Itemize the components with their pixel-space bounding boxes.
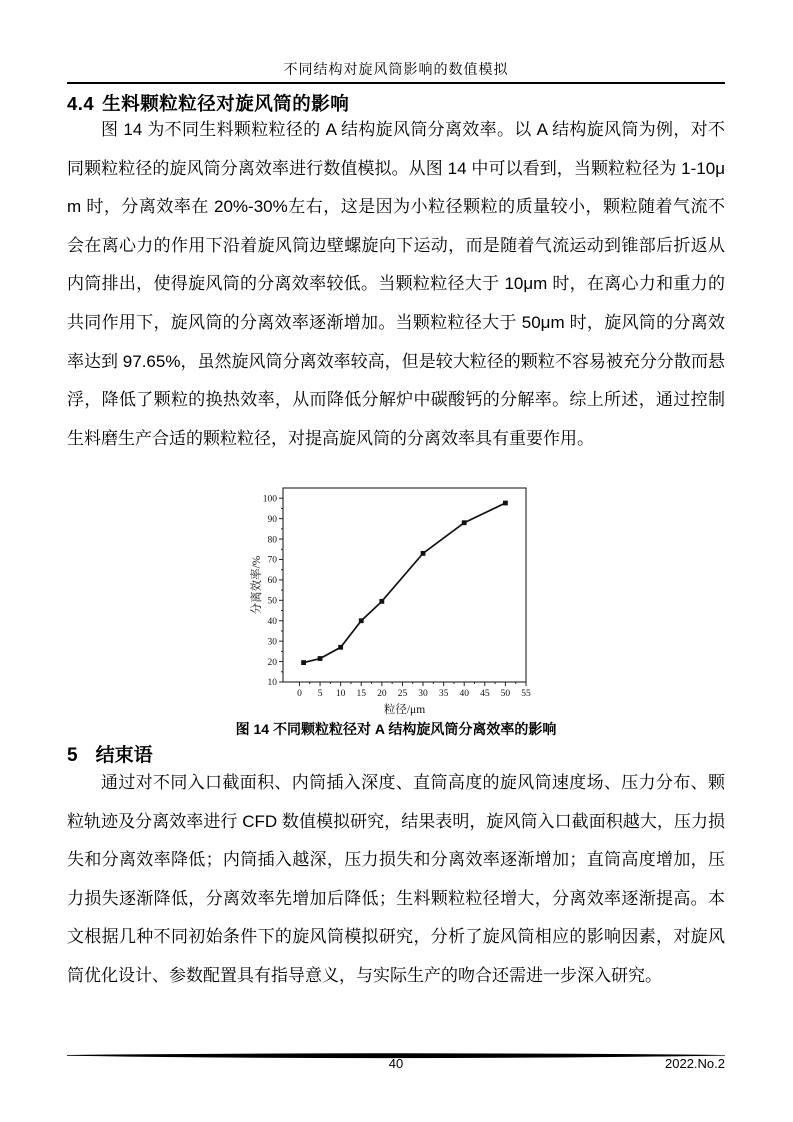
svg-text:10: 10 xyxy=(335,689,346,699)
page-header-title: 不同结构对旋风筒影响的数值模拟 xyxy=(283,61,509,77)
section-4-4-paragraph: 图 14 为不同生料颗粒粒径的 A 结构旋风筒分离效率。以 A 结构旋风筒为例，对不同颗粒粒径的旋风筒分离效率进行数值模拟。从图 14 中可以看到，当颗粒粒径为 1-10μm 时，分离效率在 20%-30%左右，这是因为小粒径颗粒的质量较小，颗粒随着气流不会在离心力的作用下沿着旋风筒边壁螺旋向下运动，而是随着气流运动到锥部后折返从内筒排出，使得旋风筒的分离效率较低。当颗粒粒径大于 10μm 时，在离心力和重力的共同作用下，旋风筒的分离效率逐渐增加。当颗粒粒径大于 50μm 时，旋风筒的分离效率达到 97.65%，虽然旋风筒分离效率较高，但是较大粒径的颗粒不容易被充分分散而悬浮，降低了颗粒的换热效率，从而降低分解炉中碳酸钙的分解率。综上所述，通过控制生料磨生产合适的颗粒粒径，对提高旋风筒的分离效率具有重要作用。 xyxy=(67,120,725,448)
chart-axes xyxy=(279,488,526,686)
svg-text:70: 70 xyxy=(267,555,277,566)
svg-text:30: 30 xyxy=(418,689,428,699)
svg-text:45: 45 xyxy=(480,689,490,699)
header-rule xyxy=(67,82,725,84)
page-footer xyxy=(67,1056,725,1074)
svg-text:20: 20 xyxy=(267,657,277,668)
series-line xyxy=(304,503,506,663)
svg-text:5: 5 xyxy=(317,689,323,699)
svg-text:50: 50 xyxy=(267,596,277,607)
svg-text:80: 80 xyxy=(267,535,277,546)
section-4-4-title: 生料颗粒粒径对旋风筒的影响 xyxy=(102,93,350,114)
svg-text:40: 40 xyxy=(459,689,469,699)
chart-ylabel: 分离效率/% xyxy=(251,555,263,615)
svg-text:35: 35 xyxy=(438,689,449,699)
svg-text:20: 20 xyxy=(377,689,387,699)
svg-text:90: 90 xyxy=(267,514,277,525)
section-5-heading xyxy=(67,740,725,767)
section-5-number: 5 xyxy=(67,745,78,766)
svg-text:15: 15 xyxy=(356,689,367,699)
svg-text:100: 100 xyxy=(262,494,277,505)
section-5-title: 结束语 xyxy=(95,745,153,766)
svg-text:40: 40 xyxy=(267,616,277,627)
svg-text:25: 25 xyxy=(397,689,408,699)
svg-text:50: 50 xyxy=(500,689,511,699)
page-number: 40 xyxy=(388,1056,404,1071)
figure14-caption: 图 14 不同颗粒粒径对 A 结构旋风筒分离效率的影响 xyxy=(235,721,557,737)
figure-14 xyxy=(250,484,550,716)
figure14-line-chart xyxy=(250,484,550,716)
chart-xlabel: 粒径/μm xyxy=(383,704,426,716)
section-4-4-number: 4.4 xyxy=(67,93,95,114)
svg-text:10: 10 xyxy=(267,678,277,689)
conclusion-paragraph: 通过对不同入口截面积、内筒插入深度、直筒高度的旋风筒速度场、压力分布、颗粒轨迹及分离效率进行 CFD 数值模拟研究，结果表明，旋风筒入口截面积越大，压力损失和分离效率降低；内筒插入越深，压力损失和分离效率逐渐增加；直筒高度增加，压力损失逐渐降低，分离效率先增加后降低；生料颗粒粒径增大，分离效率逐渐提高。本文根据几种不同初始条件下的旋风筒模拟研究，分析了旋风筒相应的影响因素，对旋风筒优化设计、参数配置具有指导意义，与实际生产的吻合还需进一步深入研究。 xyxy=(67,773,725,985)
issue-label: 2022.No.2 xyxy=(665,1056,725,1071)
svg-text:30: 30 xyxy=(267,637,277,648)
svg-text:55: 55 xyxy=(521,689,531,699)
svg-text:60: 60 xyxy=(267,576,277,587)
footer-taper-rule xyxy=(67,1047,725,1055)
svg-text:0: 0 xyxy=(297,689,302,699)
series-markers xyxy=(301,501,508,665)
chart-tick-labels xyxy=(263,494,531,699)
